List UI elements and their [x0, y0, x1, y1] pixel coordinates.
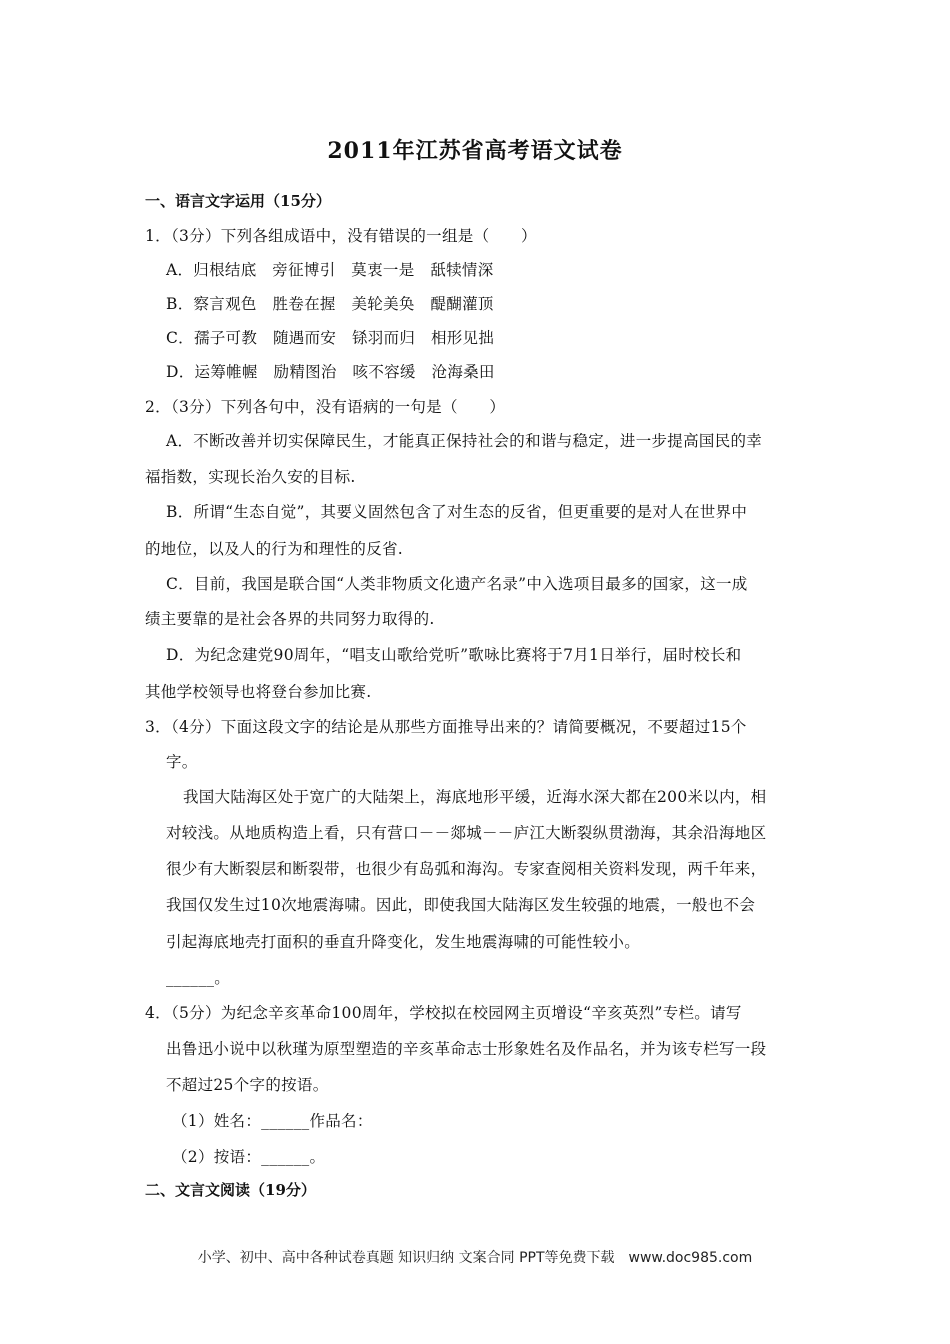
question-1-option-b: B．察言观色 胜卷在握 美轮美奂 醍醐灌顶: [166, 295, 494, 313]
question-3-passage-line2: 对较浅。从地质构造上看，只有营口－－郯城－－庐江大断裂纵贯渤海，其余沿海地区: [166, 824, 767, 842]
question-2-option-b-line2: 的地位，以及人的行为和理性的反省.: [145, 540, 404, 558]
question-2-option-c-line2: 绩主要靠的是社会各界的共同努力取得的.: [145, 610, 435, 628]
section-heading-2: 二、文言文阅读（19分）: [145, 1181, 316, 1199]
question-4-stem-line2: 出鲁迅小说中以秋瑾为原型塑造的辛亥革命志士形象姓名及作品名，并为该专栏写一段: [166, 1040, 767, 1058]
question-4-stem-line3: 不超过25个字的按语。: [166, 1076, 329, 1094]
page-title: 2011年江苏省高考语文试卷: [327, 138, 623, 164]
question-2-option-d-line2: 其他学校领导也将登台参加比赛.: [145, 683, 372, 701]
question-1-stem: 1．（3分）下列各组成语中，没有错误的一组是（ ）: [145, 227, 537, 245]
question-2-option-c-line1: C．目前，我国是联合国“人类非物质文化遗产名录”中入选项目最多的国家，这一成: [166, 575, 748, 593]
question-2-option-b-line1: B．所谓“生态自觉”，其要义固然包含了对生态的反省，但更重要的是对人在世界中: [166, 503, 748, 521]
question-1-option-c: C．孺子可教 随遇而安 铩羽而归 相形见拙: [166, 329, 495, 347]
question-3-stem-line1: 3．（4分）下面这段文字的结论是从那些方面推导出来的？请简要概况，不要超过15个: [145, 718, 747, 736]
question-2-option-a-line1: A．不断改善并切实保障民生，才能真正保持社会的和谐与稳定，进一步提高国民的幸: [166, 432, 763, 450]
footer-note: 小学、初中、高中各种试卷真题 知识归纳 文案合同 PPT等免费下载 www.doc985.com: [197, 1250, 753, 1266]
question-2-option-d-line1: D．为纪念建党90周年，“唱支山歌给党听”歌咏比赛将于7月1日举行，届时校长和: [166, 646, 742, 664]
question-4-stem-line1: 4．（5分）为纪念辛亥革命100周年，学校拟在校园网主页增设“辛亥英烈”专栏。请写: [145, 1004, 742, 1022]
question-1-option-a: A．归根结底 旁征博引 莫衷一是 舐犊情深: [166, 261, 494, 279]
question-3-passage-line1: 我国大陆海区处于宽广的大陆架上，海底地形平缓，近海水深大都在200米以内，相: [183, 788, 767, 806]
question-3-passage-line4: 我国仅发生过10次地震海啸。因此，即使我国大陆海区发生较强的地震，一般也不会: [166, 896, 756, 914]
question-4-sub-item-2: （2）按语：______。: [172, 1148, 326, 1166]
question-3-passage-line5: 引起海底地壳打面积的垂直升降变化，发生地震海啸的可能性较小。: [166, 933, 641, 951]
question-3-passage-line3: 很少有大断裂层和断裂带，也很少有岛弧和海沟。专家查阅相关资料发现，两千年来，: [166, 860, 767, 878]
question-1-option-d: D．运筹帷幄 励精图治 咳不容缓 沧海桑田: [166, 363, 495, 381]
question-2-stem: 2．（3分）下列各句中，没有语病的一句是（ ）: [145, 398, 506, 416]
section-heading-1: 一、语言文字运用（15分）: [145, 192, 331, 210]
question-3-answer-blank: ______。: [166, 969, 231, 987]
question-2-option-a-line2: 福指数，实现长治久安的目标.: [145, 468, 356, 486]
question-3-stem-line2: 字。: [166, 753, 198, 771]
question-4-sub-item-1: （1）姓名：______作品名：: [172, 1112, 373, 1130]
